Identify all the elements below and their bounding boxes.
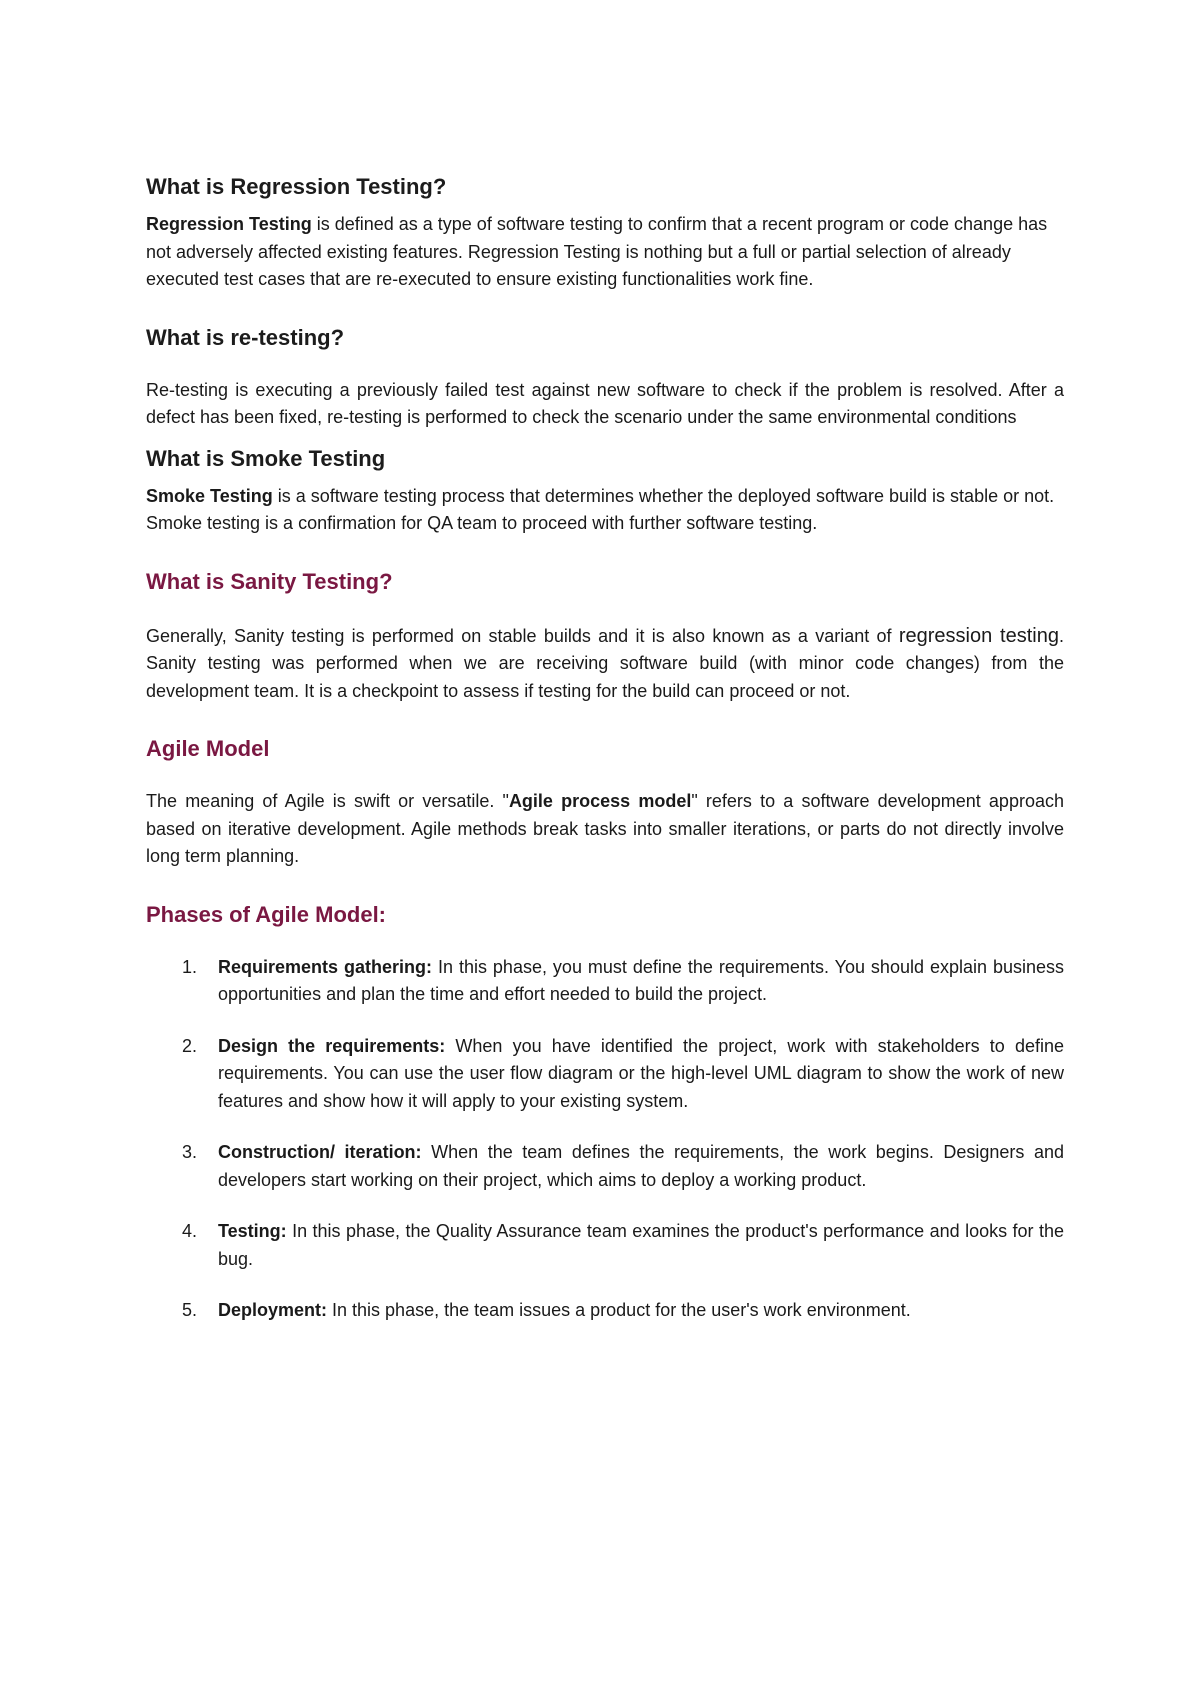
list-item-term: Testing: bbox=[218, 1221, 287, 1241]
retesting-heading: What is re-testing? bbox=[146, 324, 345, 350]
smoke-term: Smoke Testing bbox=[146, 485, 273, 506]
regression-term: Regression Testing bbox=[146, 214, 312, 234]
list-item-number: 1. bbox=[182, 956, 198, 977]
smoke-paragraph bbox=[146, 483, 1064, 538]
smoke-heading: What is Smoke Testing bbox=[146, 445, 386, 471]
agile-body-start: The meaning of Agile is swift or versatile. " bbox=[146, 791, 509, 811]
list-item bbox=[146, 954, 1064, 1009]
sanity-paragraph bbox=[146, 623, 1064, 706]
phases-list bbox=[146, 954, 1064, 1325]
agile-heading: Agile Model bbox=[146, 736, 270, 761]
regression-paragraph bbox=[146, 211, 1064, 294]
sanity-body-end: . Sanity testing was performed when we are receiving software build (with minor code changes) from the development team. It is a checkpoint to assess if testing for the build can proceed or not. bbox=[146, 625, 1064, 701]
list-item-text: When the team defines the requirements, the work begins. Designers and developers start working on their project, which aims to deploy a working product. bbox=[218, 1142, 1064, 1190]
list-item bbox=[146, 1297, 1064, 1325]
list-item-term: Deployment: bbox=[218, 1300, 328, 1320]
sanity-term: regression testing bbox=[898, 624, 1059, 647]
regression-body: is defined as a type of software testing to confirm that a recent program or code change has not adversely affected existing features. Regression Testing is nothing but a full or partial selection of already executed test cases that are re-executed to ensure existing functionalities work fine. bbox=[146, 214, 1048, 289]
agile-body-end: " refers to a software development approach based on iterative development. Agile methods break tasks into smaller iterations, or parts do not directly involve long term planning. bbox=[146, 791, 1064, 866]
list-item bbox=[146, 1033, 1064, 1116]
sanity-heading: What is Sanity Testing? bbox=[146, 568, 393, 594]
phases-heading: Phases of Agile Model: bbox=[146, 901, 387, 927]
list-item-term: Requirements gathering: bbox=[218, 956, 432, 977]
smoke-body: is a software testing process that determines whether the deployed software build is stable or not. Smoke testing is a confirmation for QA team to proceed with further software testing. bbox=[146, 485, 1055, 533]
list-item-number: 2. bbox=[182, 1035, 198, 1056]
list-item-number: 5. bbox=[182, 1300, 198, 1320]
list-item-text: When you have identified the project, work with stakeholders to define requirements. You can use the user flow diagram or the high-level UML diagram to show the work of new features and show how it will apply to your existing system. bbox=[218, 1035, 1064, 1111]
list-item-text: In this phase, you must define the requirements. You should explain business opportunities and plan the time and effort needed to build the project. bbox=[218, 956, 1064, 1004]
retesting-paragraph: Re-testing is executing a previously failed test against new software to check if the problem is resolved. After a defect has been fixed, re-testing is performed to check the scenario under the same environmental conditions bbox=[146, 379, 1064, 427]
list-item-number: 4. bbox=[182, 1221, 198, 1241]
document-page bbox=[146, 172, 1064, 1325]
list-item bbox=[146, 1139, 1064, 1194]
regression-heading: What is Regression Testing? bbox=[146, 174, 447, 199]
list-item-term: Construction/ iteration: bbox=[218, 1142, 422, 1162]
list-item bbox=[146, 1218, 1064, 1273]
agile-term: Agile process model bbox=[508, 791, 692, 811]
list-item-term: Design the requirements: bbox=[218, 1035, 446, 1056]
list-item-number: 3. bbox=[182, 1142, 198, 1162]
sanity-body-start: Generally, Sanity testing is performed on stable builds and it is also known as a variant of bbox=[146, 625, 899, 646]
list-item-text: In this phase, the Quality Assurance team examines the product's performance and looks for the bug. bbox=[218, 1221, 1064, 1269]
agile-paragraph bbox=[146, 788, 1064, 871]
list-item-text: In this phase, the team issues a product for the user's work environment. bbox=[327, 1300, 911, 1320]
